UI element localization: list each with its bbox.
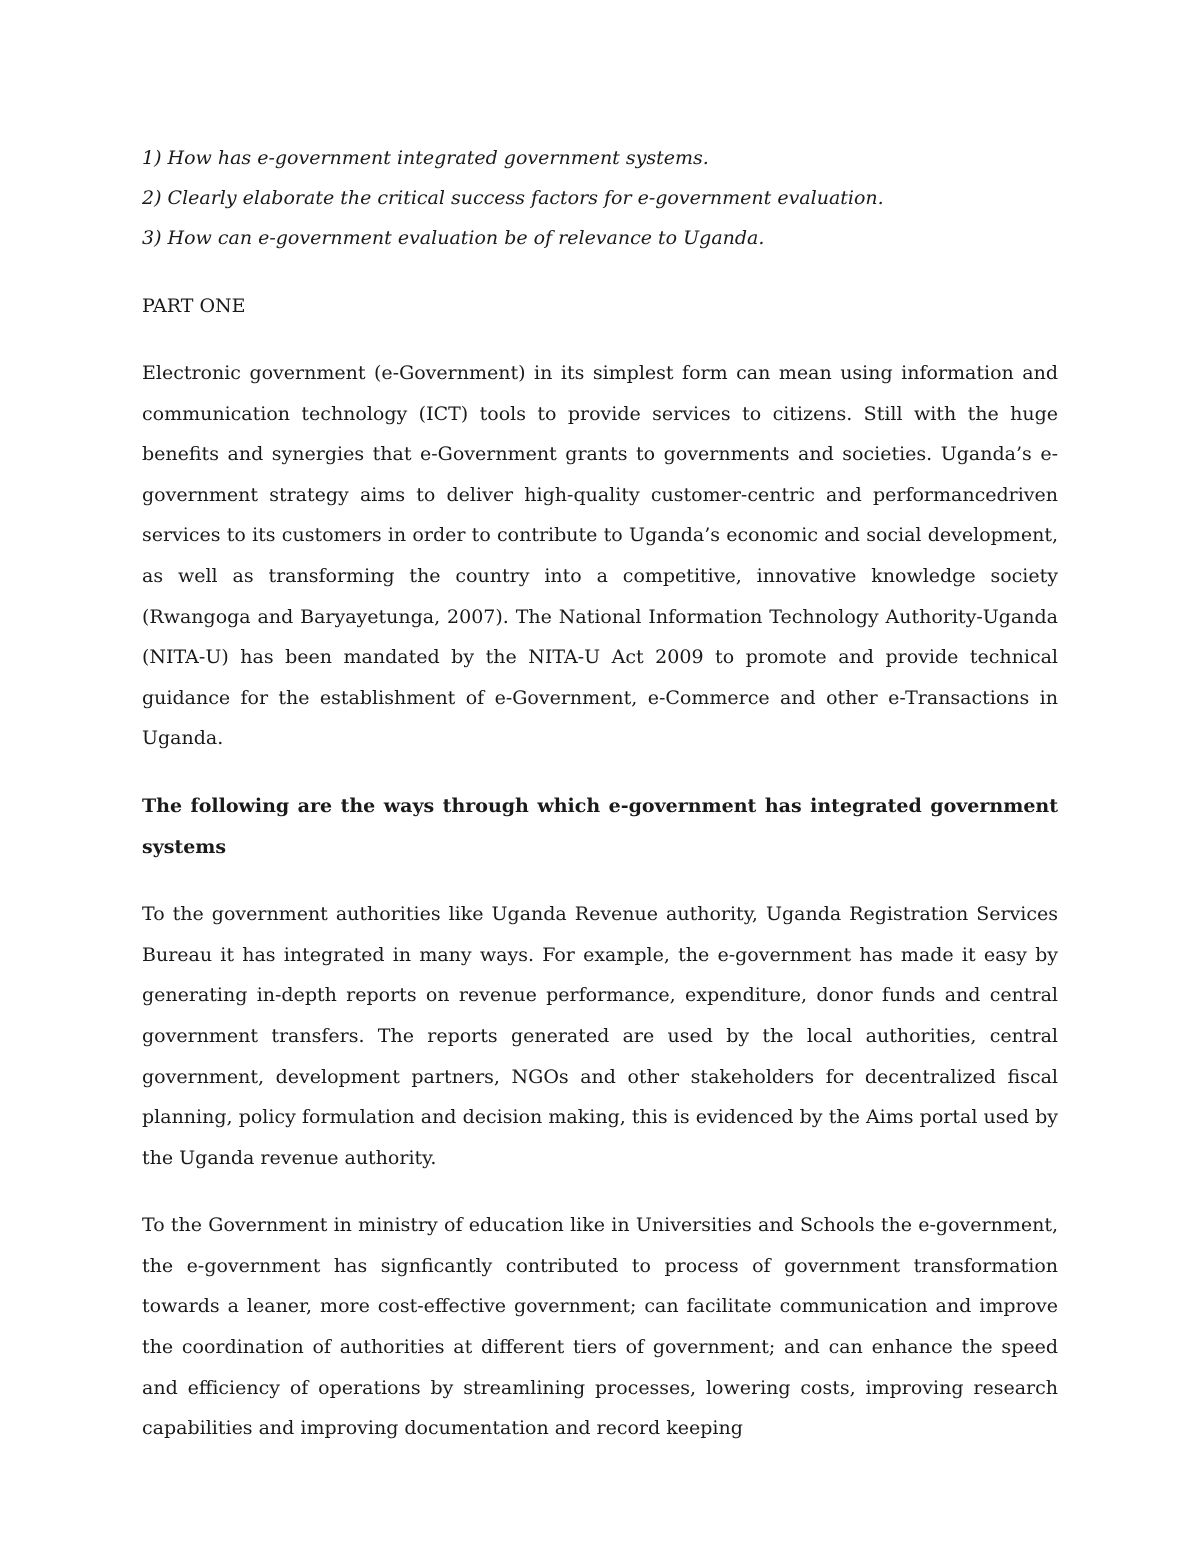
- intro-paragraph: Electronic government (e-Government) in its simplest form can mean using information and communication technology (ICT) tools to provide services to citizens. Still with the huge benefits and synergies that e-Government grants to governments and societies. Uganda’s e-government strategy aims to deliver high-quality customer-centric and performancedriven services to its customers in order to contribute to Uganda’s economic and social development, as well as transforming the country into a competitive, innovative knowledge society (Rwangoga and Baryayetunga, 2007). The National Information Technology Authority-Uganda (NITA-U) has been mandated by the NITA-U Act 2009 to promote and provide technical guidance for the establishment of e-Government, e-Commerce and other e-Transactions in Uganda.: [142, 362, 1058, 750]
- question-2: 2) Clearly elaborate the critical success factors for e-government evaluation.: [142, 187, 884, 209]
- part-title: PART ONE: [142, 295, 246, 317]
- document-page: [142, 138, 1058, 1449]
- education-paragraph: To the Government in ministry of education like in Universities and Schools the e-government, the e-government has signficantly contributed to process of government transformation towards a leaner, more cost-effective government; can facilitate communication and improve the coordination of authorities at different tiers of government; and can enhance the speed and efficiency of operations by streamlining processes, lowering costs, improving research capabilities and improving documentation and record keeping: [142, 1214, 1058, 1440]
- question-3: 3) How can e-government evaluation be of relevance to Uganda.: [142, 227, 765, 249]
- section-heading: The following are the ways through which e-government has integrated government systems: [142, 794, 1058, 858]
- question-1: 1) How has e-government integrated government systems.: [142, 147, 709, 169]
- authorities-paragraph: To the government authorities like Uganda Revenue authority, Uganda Registration Services Bureau it has integrated in many ways. For example, the e-government has made it easy by generating in-depth reports on revenue performance, expenditure, donor funds and central government transfers. The reports generated are used by the local authorities, central government, development partners, NGOs and other stakeholders for decentralized fiscal planning, policy formulation and decision making, this is evidenced by the Aims portal used by the Uganda revenue authority.: [142, 903, 1058, 1169]
